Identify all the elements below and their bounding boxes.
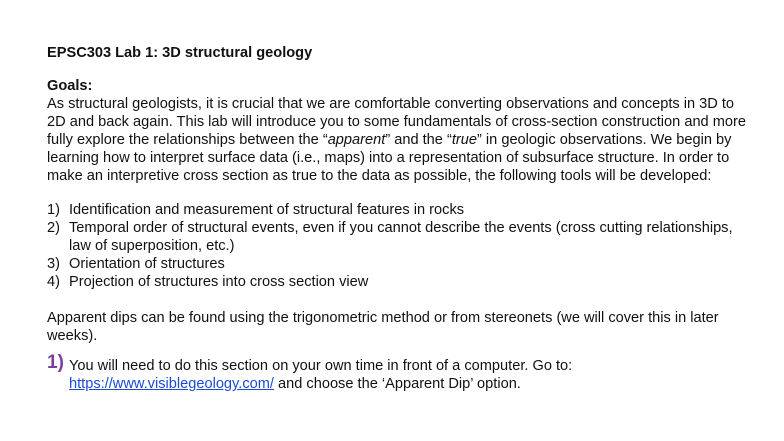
apparent-dips-paragraph: Apparent dips can be found using the trigonometric method or from stereonets (we will cover this in later weeks). [47, 310, 719, 344]
tools-list [47, 201, 747, 291]
step-1-text-after: and choose the ‘Apparent Dip’ option. [273, 376, 521, 392]
list-item-number: 1) [47, 202, 60, 218]
spacer [47, 291, 747, 309]
list-item-text: Temporal order of structural events, even if you cannot describe the events (cross cutting relationships, law of superposition, etc.) [69, 220, 733, 254]
intro-text-part2: ” and the “ [385, 132, 452, 148]
goals-heading: Goals: [47, 78, 93, 94]
document-title: EPSC303 Lab 1: 3D structural geology [47, 45, 313, 61]
document-page [47, 44, 747, 393]
list-item-text: Orientation of structures [69, 256, 225, 272]
list-item-text: Projection of structures into cross section view [69, 274, 369, 290]
intro-text-part3: ” in geologic observations. We begin by learning how to interpret surface data (i.e., maps) into a representation of subsurface structure. In order to make an interpretive cross section as true to the data as possible, the following tools will be developed: [47, 132, 732, 184]
step-1-number: 1) [47, 352, 64, 373]
intro-text-part1: As structural geologists, it is crucial that we are comfortable converting observations and concepts in 3D to 2D and back again. This lab will introduce you to some fundamentals of cross-section construction and more fully explore the relationships between the “ [47, 96, 746, 148]
visiblegeology-link[interactable]: https://www.visiblegeology.com/ [69, 376, 274, 392]
goals-intro-paragraph [47, 95, 747, 185]
list-item-number: 2) [47, 220, 60, 236]
list-item [47, 219, 747, 255]
list-item-number: 3) [47, 256, 60, 272]
list-item [47, 273, 747, 291]
apparent-term: apparent [327, 132, 386, 148]
step-1-text-before: You will need to do this section on your own time in front of a computer. Go to: [69, 358, 573, 374]
list-item [47, 255, 747, 273]
list-item-text: Identification and measurement of structural features in rocks [69, 202, 465, 218]
step-1 [47, 352, 747, 393]
true-term: true [451, 132, 477, 148]
list-item [47, 201, 747, 219]
list-item-number: 4) [47, 274, 60, 290]
